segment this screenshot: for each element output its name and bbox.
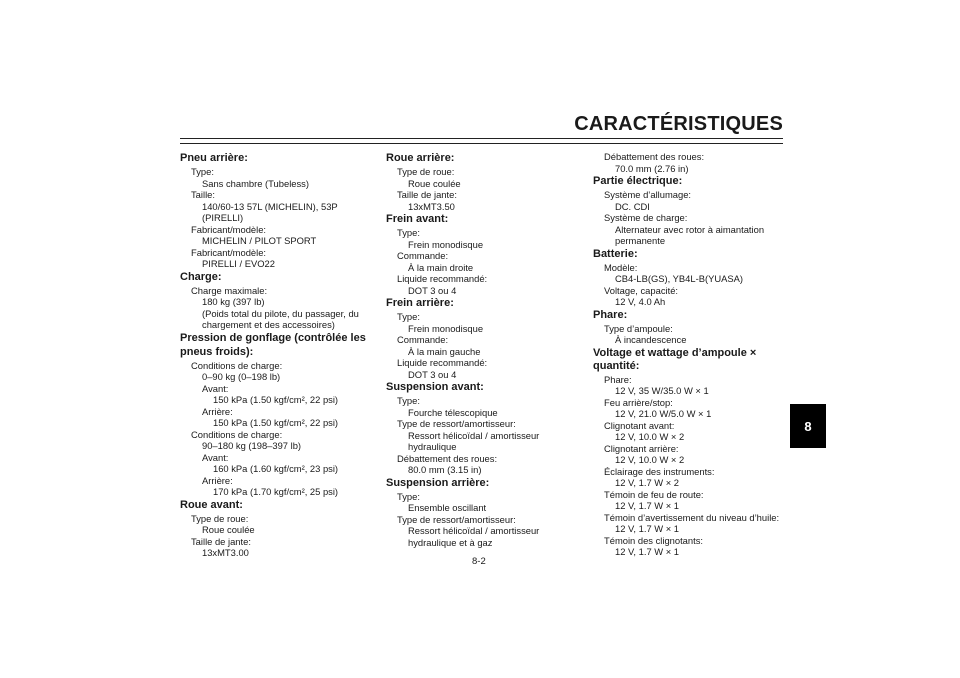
spec-value: 12 V, 1.7 W × 1 bbox=[615, 523, 680, 534]
spec-label: Feu arrière/stop: bbox=[604, 396, 673, 408]
spec-value: 150 kPa (1.50 kgf/cm², 22 psi) bbox=[213, 394, 339, 405]
spec-label: Liquide recommandé: bbox=[397, 273, 488, 284]
spec-value: (Poids total du pilote, du passager, du bbox=[202, 307, 359, 319]
spec-value: Fourche télescopique bbox=[408, 406, 498, 418]
spec-label: Taille de jante: bbox=[397, 189, 457, 200]
spec-value: DC. CDI bbox=[615, 200, 650, 212]
spec-value: Avant: bbox=[202, 382, 229, 394]
spec-column-2 bbox=[386, 151, 586, 548]
spec-label: Système de charge: bbox=[604, 212, 688, 223]
spec-value: À la main droite bbox=[408, 261, 474, 273]
spec-label: Type de roue: bbox=[397, 166, 455, 177]
spec-value: 12 V, 1.7 W × 2 bbox=[615, 477, 680, 488]
spec-value: 12 V, 1.7 W × 1 bbox=[615, 500, 680, 511]
section-title: Frein avant: bbox=[386, 213, 449, 225]
spec-label: Éclairage des instruments: bbox=[604, 465, 715, 477]
spec-label: Système d’allumage: bbox=[604, 189, 692, 200]
spec-label: Clignotant arrière: bbox=[604, 442, 679, 454]
spec-value: 12 V, 21.0 W/5.0 W × 1 bbox=[615, 408, 712, 419]
spec-value: 12 V, 35 W/35.0 W × 1 bbox=[615, 385, 709, 396]
spec-value: 80.0 mm (3.15 in) bbox=[408, 464, 482, 475]
spec-label: Voltage, capacité: bbox=[604, 284, 679, 296]
spec-label: Témoin de feu de route: bbox=[604, 488, 704, 500]
spec-label: Charge maximale: bbox=[191, 284, 268, 296]
spec-value: CB4-LB(GS), YB4L-B(YUASA) bbox=[615, 273, 743, 284]
spec-value: Avant: bbox=[202, 451, 229, 463]
page-title: CARACTÉRISTIQUES bbox=[574, 113, 783, 135]
spec-value: 12 V, 10.0 W × 2 bbox=[615, 454, 685, 465]
spec-value: 13xMT3.00 bbox=[202, 547, 249, 558]
spec-value: Ensemble oscillant bbox=[408, 502, 487, 513]
spec-label: Type de ressort/amortisseur: bbox=[397, 418, 516, 429]
spec-value: Ressort hélicoïdal / amortisseur bbox=[408, 525, 540, 536]
section-title: Suspension arrière: bbox=[386, 476, 490, 489]
spec-label: Taille de jante: bbox=[191, 535, 251, 547]
spec-label: Témoin d’avertissement du niveau d’huile: bbox=[604, 511, 780, 523]
spec-column-3 bbox=[593, 151, 793, 558]
section-title: Batterie: bbox=[593, 247, 638, 260]
spec-label: Débattement des roues: bbox=[604, 151, 705, 162]
spec-value: 12 V, 1.7 W × 1 bbox=[615, 546, 680, 557]
spec-value: DOT 3 ou 4 bbox=[408, 284, 457, 296]
spec-value: Sans chambre (Tubeless) bbox=[202, 177, 309, 189]
chapter-tab: 8 bbox=[790, 404, 826, 448]
section-title: Charge: bbox=[180, 270, 222, 283]
spec-value: hydraulique et à gaz bbox=[408, 536, 493, 548]
spec-label: Conditions de charge: bbox=[191, 428, 283, 440]
header-rule-top bbox=[180, 138, 783, 139]
spec-label: Type: bbox=[191, 166, 214, 177]
spec-value: 140/60-13 57L (MICHELIN), 53P (PIRELLI) bbox=[202, 200, 341, 223]
spec-label: Clignotant avant: bbox=[604, 419, 675, 431]
section-title: Pneu arrière: bbox=[180, 152, 248, 164]
spec-value: chargement et des accessoires) bbox=[202, 319, 335, 330]
spec-value: permanente bbox=[615, 235, 666, 246]
spec-value: DOT 3 ou 4 bbox=[408, 368, 457, 380]
spec-label: Phare: bbox=[604, 373, 632, 385]
spec-value: Alternateur avec rotor à aimantation bbox=[615, 223, 765, 235]
spec-label: Commande: bbox=[397, 334, 449, 345]
spec-column-1 bbox=[180, 151, 375, 559]
spec-label: Type de ressort/amortisseur: bbox=[397, 513, 516, 525]
spec-label: Commande: bbox=[397, 250, 449, 261]
spec-value: Roue coulée bbox=[202, 524, 255, 535]
section-title: Roue avant: bbox=[180, 498, 243, 511]
spec-value: 70.0 mm (2.76 in) bbox=[615, 162, 689, 174]
spec-label: Type de roue: bbox=[191, 512, 249, 524]
spec-value: 180 kg (397 lb) bbox=[202, 296, 265, 307]
spec-value: Frein monodisque bbox=[408, 322, 484, 334]
spec-label: Type: bbox=[397, 395, 420, 406]
section-title: Voltage et wattage d’ampoule × quantité: bbox=[593, 346, 757, 372]
spec-value: 90–180 kg (198–397 lb) bbox=[202, 440, 302, 451]
section-title: Suspension avant: bbox=[386, 381, 484, 393]
header-rule-bottom bbox=[180, 143, 783, 144]
spec-label: Type: bbox=[397, 311, 420, 322]
spec-value: Arrière: bbox=[202, 474, 233, 486]
spec-label: Type d’ampoule: bbox=[604, 322, 673, 334]
spec-label: Taille: bbox=[191, 189, 215, 200]
spec-value: MICHELIN / PILOT SPORT bbox=[202, 235, 317, 246]
spec-value: PIRELLI / EVO22 bbox=[202, 258, 275, 269]
section-title: Frein arrière: bbox=[386, 297, 454, 309]
spec-value: Roue coulée bbox=[408, 177, 461, 189]
spec-value: 160 kPa (1.60 kgf/cm², 23 psi) bbox=[213, 463, 339, 474]
spec-value: 12 V, 10.0 W × 2 bbox=[615, 431, 685, 442]
section-title: Pression de gonflage (contrôlée les bbox=[180, 331, 366, 344]
section-title: Roue arrière: bbox=[386, 152, 455, 164]
spec-value: 170 kPa (1.70 kgf/cm², 25 psi) bbox=[213, 486, 339, 497]
spec-value: 150 kPa (1.50 kgf/cm², 22 psi) bbox=[213, 417, 339, 428]
spec-value: 12 V, 4.0 Ah bbox=[615, 296, 666, 307]
section-title: Phare: bbox=[593, 308, 628, 321]
spec-value: Frein monodisque bbox=[408, 238, 484, 250]
spec-label: Liquide recommandé: bbox=[397, 357, 488, 368]
spec-label: Fabricant/modèle: bbox=[191, 246, 267, 258]
spec-value: À la main gauche bbox=[408, 345, 481, 357]
section-title: Partie électrique: bbox=[593, 175, 683, 187]
section-title: pneus froids): bbox=[180, 345, 254, 358]
spec-label: Témoin des clignotants: bbox=[604, 534, 704, 546]
spec-label: Fabricant/modèle: bbox=[191, 223, 267, 235]
spec-label: Conditions de charge: bbox=[191, 359, 283, 371]
spec-label: Débattement des roues: bbox=[397, 452, 498, 464]
spec-value: hydraulique bbox=[408, 441, 457, 452]
spec-value: 0–90 kg (0–198 lb) bbox=[202, 371, 281, 382]
spec-value: Ressort hélicoïdal / amortisseur bbox=[408, 429, 540, 441]
spec-value: Arrière: bbox=[202, 405, 233, 417]
spec-label: Type: bbox=[397, 490, 420, 502]
spec-label: Modèle: bbox=[604, 261, 638, 273]
spec-label: Type: bbox=[397, 227, 420, 238]
spec-value: 13xMT3.50 bbox=[408, 200, 455, 212]
page-number: 8-2 bbox=[472, 556, 486, 567]
spec-value: À incandescence bbox=[615, 334, 687, 345]
